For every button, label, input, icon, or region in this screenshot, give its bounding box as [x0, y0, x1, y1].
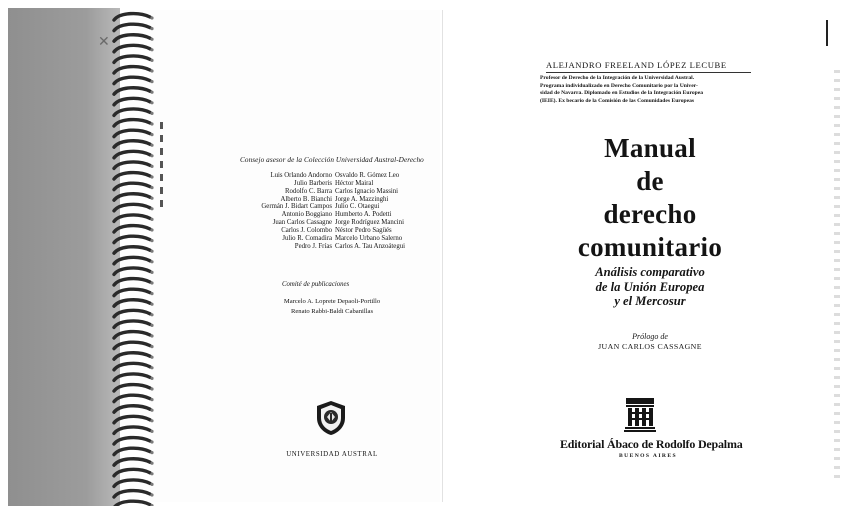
council-member: Carlos J. Colombo: [281, 226, 332, 234]
publisher-name: Editorial Ábaco de Rodolfo Depalma: [560, 437, 743, 451]
spiral-coil: [114, 310, 150, 316]
title-line: de: [636, 166, 664, 196]
subtitle-line: Análisis comparativo: [595, 265, 705, 279]
punch-hole: [150, 462, 153, 465]
publications-member: Renato Rabbi-Baldi Cabanillas: [290, 308, 374, 316]
council-member: Marcelo Urbano Salerno: [335, 234, 403, 242]
spiral-coil: [114, 279, 150, 285]
bio-line: Profesor de Derecho de la Integración de la Universidad Austral.: [540, 75, 695, 81]
council-member: Jorge A. Mazzinghi: [335, 195, 389, 203]
council-member: Pedro J. Frías: [294, 242, 332, 250]
spiral-coil: [114, 448, 150, 454]
council-member: Carlos A. Tau Anzoátegui: [335, 242, 405, 250]
title-line: Manual: [604, 133, 696, 163]
spiral-coil: [114, 215, 150, 221]
punch-hole: [150, 250, 153, 253]
spiral-coil: [114, 194, 150, 200]
spiral-coil: [114, 480, 150, 486]
punch-hole: [150, 122, 153, 125]
council-member: Julio Barberis: [294, 179, 332, 187]
prologue-label: Prólogo de: [632, 332, 668, 341]
council-member: Alberto B. Bianchi: [280, 195, 332, 203]
punch-hole: [150, 324, 153, 327]
punch-hole: [150, 165, 153, 168]
author-divider: [546, 72, 751, 73]
spiral-coil: [114, 67, 150, 73]
bio-line: Programa individualizado en Derecho Comunitario por la Univer-: [540, 82, 698, 89]
spiral-coil: [114, 332, 150, 338]
punch-hole: [150, 313, 153, 316]
spiral-coil: [114, 56, 150, 62]
spiral-coil: [114, 130, 150, 136]
subtitle-line: y el Mercosur: [614, 294, 686, 308]
council-member: Humberto A. Podetti: [335, 211, 392, 219]
punch-hole: [150, 430, 153, 433]
spiral-coil: [114, 342, 150, 348]
punch-hole: [150, 133, 153, 136]
punch-hole: [150, 175, 153, 178]
scan-mark-icon: ✕: [98, 34, 110, 50]
punch-hole: [150, 366, 153, 369]
spiral-coil: [114, 321, 150, 327]
title-line: derecho: [603, 199, 697, 229]
spiral-coil: [114, 204, 150, 210]
spiral-coil: [114, 35, 150, 41]
punch-hole: [150, 154, 153, 157]
page-edge-tick: [826, 20, 828, 46]
punch-hole: [150, 59, 153, 62]
page-edge-marks: [160, 122, 164, 222]
punch-hole: [150, 472, 153, 475]
punch-hole: [150, 281, 153, 284]
punch-hole: [150, 303, 153, 306]
punch-hole: [150, 271, 153, 274]
council-heading: Consejo asesor de la Colección Universidad Austral-Derecho: [240, 156, 424, 164]
logo-label: ABACO: [632, 395, 648, 399]
spiral-coil: [114, 363, 150, 369]
spiral-coil: [114, 109, 150, 115]
spiral-coil: [114, 226, 150, 232]
council-member: Rodolfo C. Barra: [284, 187, 332, 195]
spiral-coil: [114, 14, 150, 20]
council-member: Néstor Pedro Sagüés: [335, 226, 392, 234]
spiral-coil: [114, 289, 150, 295]
publications-heading: Comité de publicaciones: [282, 281, 350, 288]
subtitle-line: de la Unión Europea: [595, 279, 705, 294]
council-member: Carlos Ignacio Massini: [335, 187, 399, 195]
publisher-city: BUENOS AIRES: [619, 453, 677, 459]
punch-hole: [150, 483, 153, 486]
punch-hole: [150, 345, 153, 348]
punch-hole: [150, 493, 153, 496]
punch-hole: [150, 387, 153, 390]
council-right-column: [335, 172, 455, 250]
punch-hole: [150, 228, 153, 231]
abaco-columns-logo-icon: [624, 398, 656, 432]
punch-hole: [150, 80, 153, 83]
punch-hole: [150, 16, 153, 19]
council-member: Juan Carlos Cassagne: [272, 219, 332, 227]
spiral-coil: [114, 395, 150, 401]
book-subtitle: [555, 265, 745, 309]
spiral-coil: [114, 353, 150, 359]
spiral-coil: [114, 406, 150, 412]
spiral-coil: [114, 120, 150, 126]
spiral-binding-icon: [110, 8, 158, 506]
council-member: Osvaldo R. Gómez Leo: [335, 172, 400, 179]
spiral-coil: [114, 183, 150, 189]
author-name: ALEJANDRO FREELAND LÓPEZ LECUBE: [546, 60, 727, 70]
spiral-coil: [114, 77, 150, 83]
spiral-coil: [114, 236, 150, 242]
spiral-coil: [114, 300, 150, 306]
council-left-column: [226, 172, 332, 250]
scan-shadow: [8, 8, 120, 506]
punch-hole: [150, 440, 153, 443]
punch-hole: [150, 112, 153, 115]
spiral-coil: [114, 268, 150, 274]
spiral-coil: [114, 24, 150, 30]
spiral-coil: [114, 257, 150, 263]
publications-list: [262, 297, 402, 318]
spiral-coil: [114, 45, 150, 51]
bio-line: (IEIE). Ex becario de la Comisión de las Comunidades Europeas: [540, 97, 695, 104]
spiral-coil: [114, 98, 150, 104]
punch-hole: [150, 91, 153, 94]
council-member: Luis Orlando Andorno: [270, 172, 332, 179]
university-seal-icon: [314, 400, 348, 436]
university-name: UNIVERSIDAD AUSTRAL: [286, 451, 378, 458]
spiral-coil: [114, 438, 150, 444]
punch-hole: [150, 48, 153, 51]
punch-hole: [150, 197, 153, 200]
punch-hole: [150, 377, 153, 380]
prologue-author: JUAN CARLOS CASSAGNE: [598, 342, 702, 351]
punch-hole: [150, 398, 153, 401]
council-member: Germán J. Bidart Campos: [261, 203, 332, 211]
council-member: Julio R. Comadira: [282, 234, 332, 242]
publications-member: Marcelo A. Loprete Depaoli-Portillo: [283, 298, 381, 305]
bio-line: sidad de Navarra. Diplomado en Estudios de la Integración Europea: [540, 90, 704, 97]
punch-hole: [150, 186, 153, 189]
punch-hole: [150, 38, 153, 41]
punch-hole: [150, 27, 153, 30]
spiral-coil: [114, 374, 150, 380]
punch-hole: [150, 419, 153, 422]
council-member: Julio C. Otaegui: [335, 203, 380, 211]
spiral-coil: [114, 173, 150, 179]
punch-hole: [150, 239, 153, 242]
punch-hole: [150, 69, 153, 72]
punch-hole: [150, 409, 153, 412]
title-line: comunitario: [577, 232, 723, 262]
punch-hole: [150, 334, 153, 337]
spiral-coil: [114, 491, 150, 497]
spiral-coil: [114, 141, 150, 147]
council-member: Antonio Boggiano: [281, 211, 332, 219]
spiral-coil: [114, 385, 150, 391]
punch-hole: [150, 451, 153, 454]
council-member: Héctor Mairal: [335, 179, 374, 187]
spiral-coil: [114, 416, 150, 422]
punch-hole: [150, 292, 153, 295]
spiral-coil: [114, 151, 150, 157]
page-edge-noise: [834, 70, 840, 480]
punch-hole: [150, 101, 153, 104]
spiral-coil: [114, 427, 150, 433]
council-member: Jorge Rodríguez Mancini: [335, 219, 404, 227]
spiral-coil: [114, 501, 150, 506]
punch-hole: [150, 207, 153, 210]
left-page: [150, 10, 440, 502]
author-bio: [540, 75, 755, 105]
punch-hole: [150, 356, 153, 359]
spiral-coil: [114, 459, 150, 465]
spiral-coil: [114, 247, 150, 253]
spiral-coil: [114, 88, 150, 94]
punch-hole: [150, 144, 153, 147]
punch-hole: [150, 260, 153, 263]
punch-hole: [150, 218, 153, 221]
spiral-coil: [114, 469, 150, 475]
spiral-coil: [114, 162, 150, 168]
book-title: [535, 132, 765, 264]
